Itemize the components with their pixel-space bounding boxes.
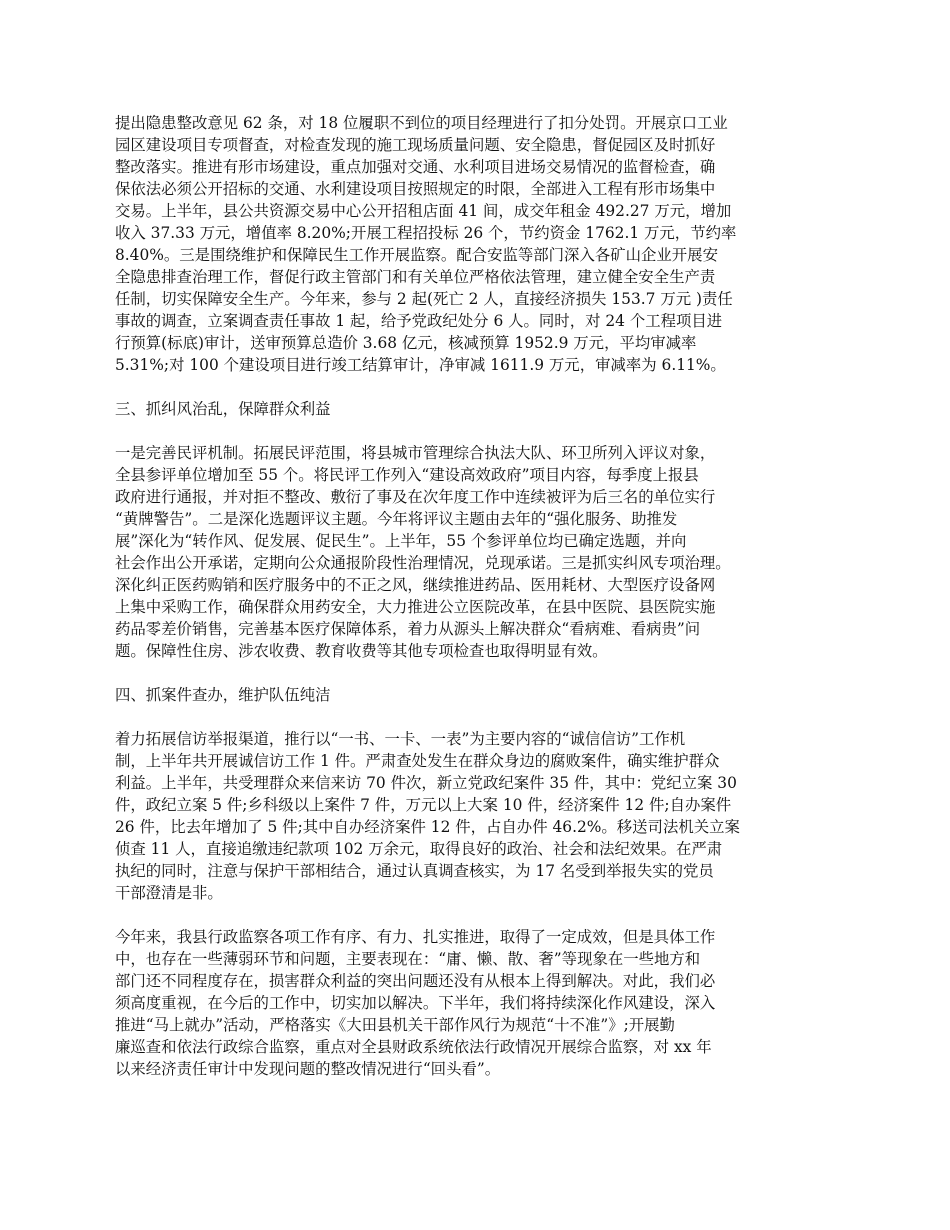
- text-line: 事故的调查，立案调查责任事故 1 起，给予党政纪处分 6 人。同时，对 24 个工程项目进: [115, 312, 723, 330]
- text-line: 全县参评单位增加至 55 个。将民评工作列入“建设高效政府”项目内容，每季度上报县: [115, 466, 699, 484]
- text-line: 8.40%。三是围绕维护和保障民生工作开展监察。配合安监等部门深入各矿山企业开展安: [115, 246, 718, 264]
- text-line: 利益。上半年，共受理群众来信来访 70 件次，新立党政纪案件 35 件，其中：党纪立案 30: [115, 774, 737, 792]
- text-line: 5.31%;对 100 个建设项目进行竣工结算审计，净审减 1611.9 万元，审减率为 6.11%。: [115, 356, 726, 374]
- text-line: 推进“马上就办”活动，严格落实《大田县机关干部作风行为规范“十不准”》;开展勤: [115, 1016, 675, 1034]
- text-line: 以来经济责任审计中发现问题的整改情况进行“回头看”。: [115, 1060, 501, 1078]
- text-line: 药品零差价销售，完善基本医疗保障体系，着力从源头上解决群众“看病难、看病贵”问: [115, 620, 701, 638]
- text-line: 侦查 11 人，直接追缴违纪款项 102 万余元，取得良好的政治、社会和法纪效果。在严肃: [115, 840, 723, 858]
- paragraph-supervision-projects: [115, 112, 840, 376]
- text-line: 须高度重视，在今后的工作中，切实加以解决。下半年，我们将持续深化作风建设，深入: [115, 994, 716, 1012]
- text-line: “黄牌警告”。二是深化选题评议主题。今年将评议主题由去年的“强化服务、助推发: [115, 510, 678, 528]
- text-line: 上集中采购工作，确保群众用药安全，大力推进公立医院改革，在县中医院、县医院实施: [115, 598, 716, 616]
- text-line: 深化纠正医药购销和医疗服务中的不正之风，继续推进药品、医用耗材、大型医疗设备网: [115, 576, 716, 594]
- text-line: 保依法必须公开招标的交通、水利建设项目按照规定的时限，全部进入工程有形市场集中: [115, 180, 716, 198]
- text-line: 26 件，比去年增加了 5 件;其中自办经济案件 12 件，占自办件 46.2%。移送司法机关立案: [115, 818, 740, 836]
- text-line: 行预算(标底)审计，送审预算总造价 3.68 亿元，核减预算 1952.9 万元，平均审减率: [115, 334, 697, 352]
- text-line: 件，政纪立案 5 件;乡科级以上案件 7 件，万元以上大案 10 件，经济案件 12 件;自办案件: [115, 796, 732, 814]
- text-line: 干部澄清是非。: [115, 884, 223, 902]
- text-line: 交易。上半年，县公共资源交易中心公开招租店面 41 间，成交年租金 492.27 万元，增加: [115, 202, 732, 220]
- text-line: 题。保障性住房、涉农收费、教育收费等其他专项检查也取得明显有效。: [115, 642, 608, 660]
- text-line: 部门还不同程度存在，损害群众利益的突出问题还没有从根本上得到解决。对此，我们必: [115, 972, 716, 990]
- text-line: 中，也存在一些薄弱环节和问题，主要表现在：“庸、懒、散、奢”等现象在一些地方和: [115, 950, 701, 968]
- text-line: 一是完善民评机制。拓展民评范围，将县城市管理综合执法大队、环卫所列入评议对象，: [115, 444, 716, 462]
- text-line: 园区建设项目专项督查，对检查发现的施工现场质量问题、安全隐患，督促园区及时抓好: [115, 136, 716, 154]
- text-line: 执纪的同时，注意与保护干部相结合，通过认真调查核实，为 17 名受到举报失实的党员: [115, 862, 714, 880]
- paragraph-public-interest: [115, 442, 840, 662]
- text-line: 政府进行通报，并对拒不整改、敷衍了事及在次年度工作中连续被评为后三名的单位实行: [115, 488, 716, 506]
- text-line: 任制，切实保障安全生产。今年来，参与 2 起(死亡 2 人，直接经济损失 153.7 万元 )责任: [115, 290, 733, 308]
- text-line: 今年来，我县行政监察各项工作有序、有力、扎实推进，取得了一定成效，但是具体工作: [115, 928, 716, 946]
- text-line: 着力拓展信访举报渠道，推行以“一书、一卡、一表”为主要内容的“诚信信访”工作机: [115, 730, 686, 748]
- text-line: 整改落实。推进有形市场建设，重点加强对交通、水利项目进场交易情况的监督检查，确: [115, 158, 716, 176]
- document-page: [115, 112, 840, 1102]
- text-line: 制，上半年共开展诚信访工作 1 件。严肃查处发生在群众身边的腐败案件，确实维护群众: [115, 752, 720, 770]
- text-line: 提出隐患整改意见 62 条，对 18 位履职不到位的项目经理进行了扣分处罚。开展京口工业: [115, 114, 728, 132]
- paragraph-case-investigation: [115, 728, 840, 904]
- section-heading-3: 三、抓纠风治乱，保障群众利益: [115, 400, 331, 418]
- text-line: 展”深化为“转作风、促发展、促民生”。上半年，55 个参评单位均已确定选题，并向: [115, 532, 687, 550]
- text-line: 廉巡查和依法行政综合监察，重点对全县财政系统依法行政情况开展综合监察，对 xx 年: [115, 1038, 712, 1056]
- text-line: 全隐患排查治理工作，督促行政主管部门和有关单位严格依法管理，建立健全安全生产责: [115, 268, 716, 286]
- text-line: 收入 37.33 万元，增值率 8.20%;开展工程招投标 26 个，节约资金 1762.1 万元，节约率: [115, 224, 737, 242]
- section-heading-4: 四、抓案件查办，维护队伍纯洁: [115, 686, 331, 704]
- paragraph-summary: [115, 926, 840, 1080]
- text-line: 社会作出公开承诺，定期向公众通报阶段性治理情况，兑现承诺。三是抓实纠风专项治理。: [115, 554, 731, 572]
